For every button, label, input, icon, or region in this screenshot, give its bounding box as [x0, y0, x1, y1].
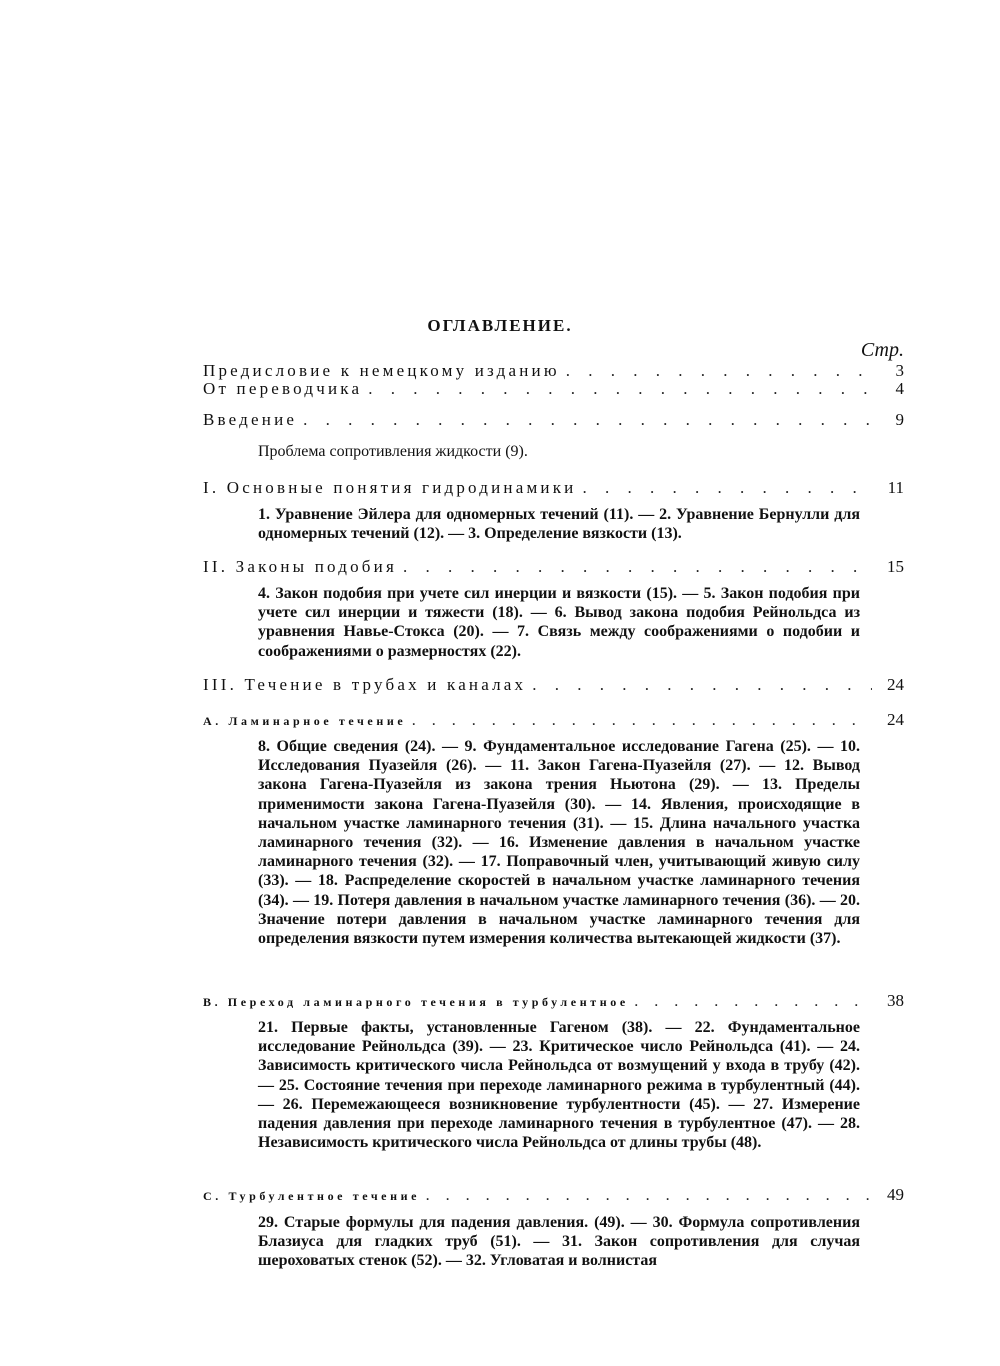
toc-entry-page: 11	[887, 478, 904, 497]
leader-dots	[566, 361, 872, 381]
toc-entry-page: 4	[895, 379, 904, 398]
toc-entry-page: 24	[887, 710, 904, 729]
leader-dots	[412, 711, 872, 731]
toc-chapter-1[interactable]	[203, 478, 904, 498]
page-column-header: Стр.	[860, 339, 904, 361]
chapter-2-summary: 4. Закон подобия при учете сил инерции и вязкости (15). — 5. Закон подобия при учете сил инерции и тяжести (18). — 6. Вывод закона подобия Рейнольдса из уравнения Навье-Стокса (20). — 7. Связь между соображениями о подобии и соображениями о размерностях (22).	[258, 585, 860, 660]
toc-entry-label: I. Основные понятия гидродинамики	[203, 478, 577, 497]
toc-entry-page: 24	[887, 675, 904, 694]
leader-dots	[426, 1186, 872, 1206]
toc-entry-page: 15	[887, 557, 904, 576]
section-b-summary: 21. Первые факты, установленные Гагеном (38). — 22. Фундаментальное исследование Рейнольдса (39). — 23. Критическое число Рейнольдса (41). — 24. Зависимость критического числа Рейнольдса от возмущений у входа в трубу (42). — 25. Состояние течения при переходе ламинарного режима в турбулентный (44). — 26. Перемежающееся возникновение турбулентности (45). — 27. Измерение падения давления при переходе ламинарного течения в турбулентное (47). — 28. Независимость критического числа Рейнольдса от длины трубы (48).	[258, 1019, 860, 1152]
leader-dots	[403, 557, 872, 577]
toc-entry-label: Предисловие к немецкому изданию	[203, 361, 560, 380]
chapter-1-summary: 1. Уравнение Эйлера для одномерных течений (11). — 2. Уравнение Бернулли для одномерных течений (12). — 3. Определение вязкости (13).	[258, 506, 860, 543]
toc-entry-introduction[interactable]	[203, 410, 904, 430]
toc-chapter-3[interactable]	[203, 675, 904, 695]
toc-entry-page: 9	[895, 410, 904, 429]
toc-entry-label: C. Турбулентное течение	[203, 1189, 421, 1203]
leader-dots	[368, 379, 872, 399]
page-title: ОГЛАВЛЕНИЕ.	[427, 316, 573, 335]
toc-chapter-2[interactable]	[203, 557, 904, 577]
leader-dots	[303, 410, 872, 430]
toc-entry-page: 38	[887, 991, 904, 1010]
toc-section-a[interactable]	[203, 710, 904, 731]
leader-dots	[582, 478, 872, 498]
toc-entry-page: 3	[895, 361, 904, 380]
toc-entry-label: Введение	[203, 410, 298, 429]
toc-section-c[interactable]	[203, 1185, 904, 1206]
toc-entry-translator[interactable]	[203, 379, 904, 399]
toc-entry-label: B. Переход ламинарного течения в турбулентное	[203, 995, 629, 1009]
section-c-summary: 29. Старые формулы для падения давления. (49). — 30. Формула сопротивления Блазиуса для гладких труб (51). — 31. Закон сопротивления для случая шероховатых стенок (52). — 32. Угловатая и волнистая	[258, 1214, 860, 1270]
intro-summary: Проблема сопротивления жидкости (9).	[258, 443, 528, 460]
leader-dots	[532, 675, 872, 695]
toc-entry-label: A. Ламинарное течение	[203, 714, 407, 728]
toc-entry-page: 49	[887, 1185, 904, 1204]
leader-dots	[635, 992, 872, 1012]
toc-entry-label: II. Законы подобия	[203, 557, 397, 576]
section-a-summary: 8. Общие сведения (24). — 9. Фундаментальное исследование Гагена (25). — 10. Исследования Пуазейля (26). — 11. Закон Гагена-Пуазейля (27). — 12. Вывод закона Гагена-Пуазейля из закона трения Ньютона (29). — 13. Пределы применимости закона Гагена-Пуазейля (30). — 14. Явления, происходящие в начальном участке ламинарного течения (31). — 15. Длина начального участка ламинарного течения (32). — 16. Изменение давления в начальном участке ламинарного течения (32). — 17. Поправочный член, учитывающий живую силу (33). — 18. Распределение скоростей в начальном участке ламинарного течения (34). — 19. Потеря давления в начальном участке ламинарного течения (36). — 20. Значение потери давления в начальном участке ламинарного течения для определения вязкости путем измерения количества вытекающей жидкости (37).	[258, 738, 860, 948]
toc-entry-preface[interactable]	[203, 361, 904, 381]
toc-entry-label: От переводчика	[203, 379, 363, 398]
toc-entry-label: III. Течение в трубах и каналах	[203, 675, 527, 694]
toc-section-b[interactable]	[203, 991, 904, 1012]
